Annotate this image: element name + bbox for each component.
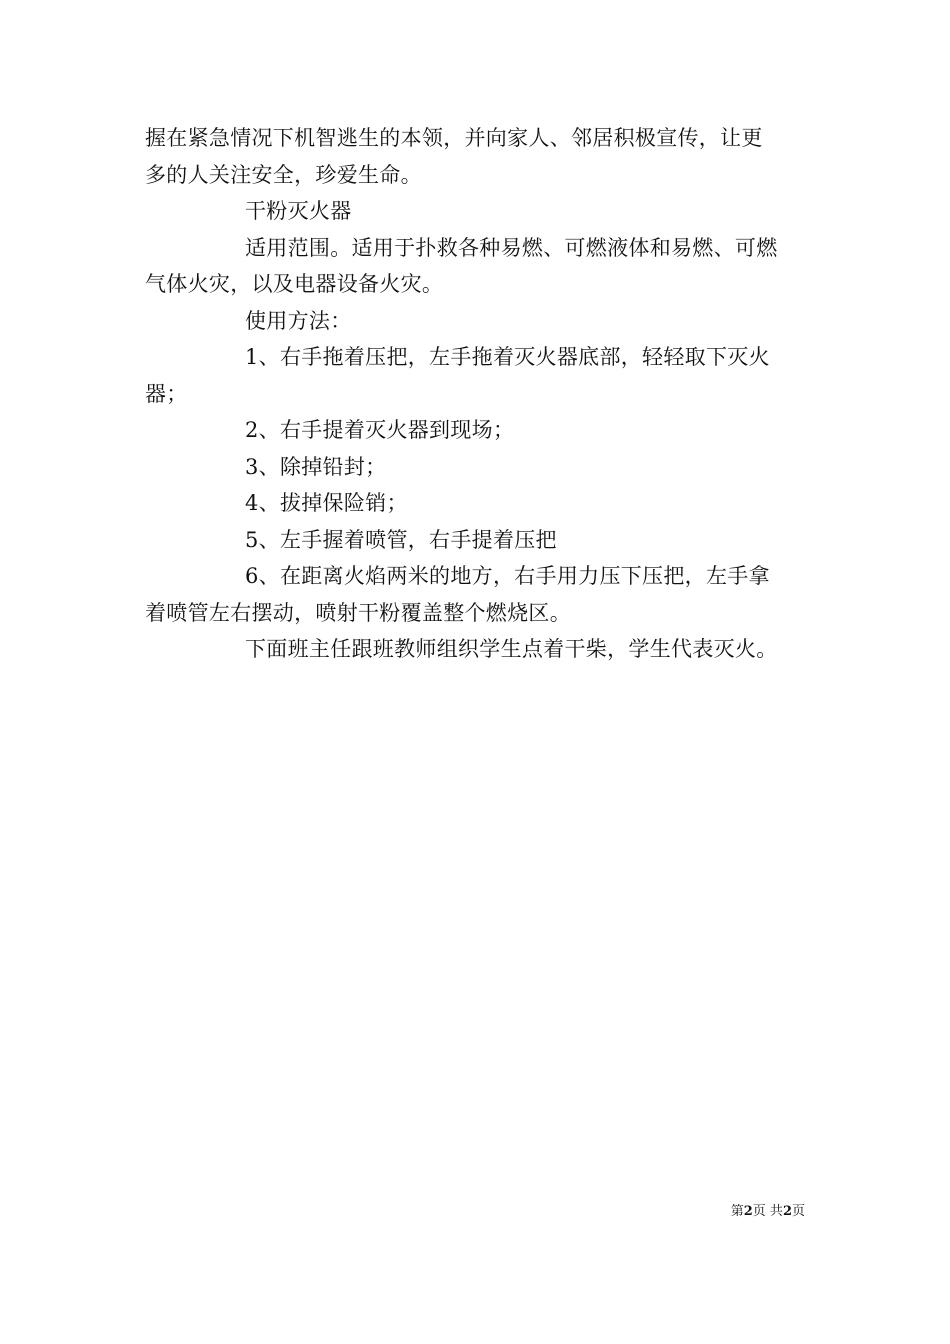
paragraph-line: 握在紧急情况下机智逃生的本领，并向家人、邻居积极宣传，让更 [145,126,763,150]
step-item-continuation: 着喷管左右摆动，喷射干粉覆盖整个燃烧区。 [145,600,571,625]
paragraph-line: 适用范围。适用于扑救各种易燃、可燃液体和易燃、可燃 [245,235,778,260]
total-pages-number: 2 [782,1204,792,1219]
page-footer [731,1203,805,1221]
step-item: 2、右手提着灭火器到现场； [245,418,515,442]
step-item: 4、拔掉保险销； [245,491,408,515]
subheading: 使用方法： [245,308,352,333]
step-item: 6、在距离火焰两米的地方，右手用力压下压把，左手拿 [245,564,770,588]
paragraph-line: 下面班主任跟班教师组织学生点着干柴，学生代表灭火。 [245,637,778,661]
footer-suffix: 页 [791,1204,805,1219]
paragraph-line: 多的人关注安全，珍爱生命。 [145,162,422,187]
current-page-number: 2 [743,1204,753,1219]
body-text [145,120,807,668]
footer-prefix: 第 [730,1204,744,1219]
paragraph-line: 气体火灾，以及电器设备火灾。 [145,272,444,296]
step-item: 1、右手拖着压把，左手拖着灭火器底部，轻轻取下灭火 [245,345,770,369]
step-item: 3、除掉铅封； [245,454,387,479]
step-item-continuation: 器； [145,381,188,406]
step-item: 5、左手握着喷管，右手提着压把 [245,527,557,552]
section-heading: 干粉灭火器 [245,199,352,223]
footer-middle: 页 共 [752,1204,783,1219]
